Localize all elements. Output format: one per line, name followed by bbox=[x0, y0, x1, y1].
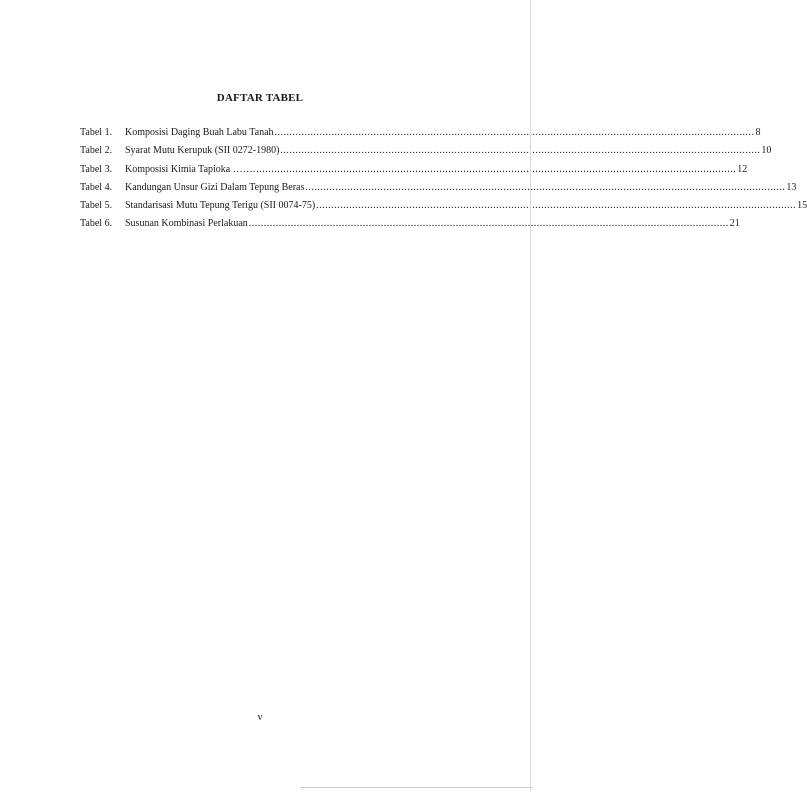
table-entry-2 bbox=[80, 145, 772, 163]
table-entry-4 bbox=[80, 181, 797, 200]
entry-page-number: 8 bbox=[755, 127, 761, 138]
dot-leader bbox=[305, 182, 785, 193]
entry-title: Komposisi Daging Buah Labu Tanah bbox=[125, 127, 274, 138]
dot-leader bbox=[280, 145, 760, 156]
entry-title: Syarat Mutu Kerupuk (SII 0272-1980) bbox=[125, 145, 280, 157]
entry-title: Komposisi Kimia Tapioka ……. bbox=[125, 163, 256, 175]
entry-title: Susunan Kombinasi Perlakuan bbox=[125, 218, 248, 230]
entry-page-number: 12 bbox=[737, 163, 748, 175]
entry-label: Tabel 5. bbox=[80, 200, 113, 212]
entry-title: Kandungan Unsur Gizi Dalam Tepung Beras bbox=[125, 181, 305, 193]
table-entry-3 bbox=[80, 163, 748, 182]
entry-label: Tabel 6. bbox=[80, 218, 113, 230]
dot-leader bbox=[249, 218, 729, 229]
entry-page-number: 10 bbox=[761, 145, 772, 157]
table-list bbox=[80, 127, 807, 237]
entry-page-number: 15 bbox=[797, 200, 807, 212]
table-entry-6 bbox=[80, 218, 740, 236]
entry-label: Tabel 3. bbox=[80, 163, 113, 175]
table-entry-1 bbox=[80, 127, 761, 145]
table-entry-5 bbox=[80, 200, 807, 218]
scan-bottom-line bbox=[300, 787, 533, 788]
entry-label: Tabel 1. bbox=[80, 127, 113, 138]
entry-page-number: 13 bbox=[786, 181, 797, 193]
dot-leader bbox=[256, 164, 736, 175]
entry-label: Tabel 2. bbox=[80, 145, 113, 157]
entry-title: Standarisasi Mutu Tepung Terigu (SII 0074-75) bbox=[125, 200, 316, 212]
dot-leader bbox=[316, 200, 796, 211]
entry-page-number: 21 bbox=[729, 218, 740, 230]
entry-label: Tabel 4. bbox=[80, 181, 113, 193]
dot-leader bbox=[275, 127, 755, 138]
page-number: v bbox=[257, 712, 263, 723]
page-title: DAFTAR TABEL bbox=[216, 92, 304, 104]
scan-edge-line bbox=[530, 0, 531, 792]
